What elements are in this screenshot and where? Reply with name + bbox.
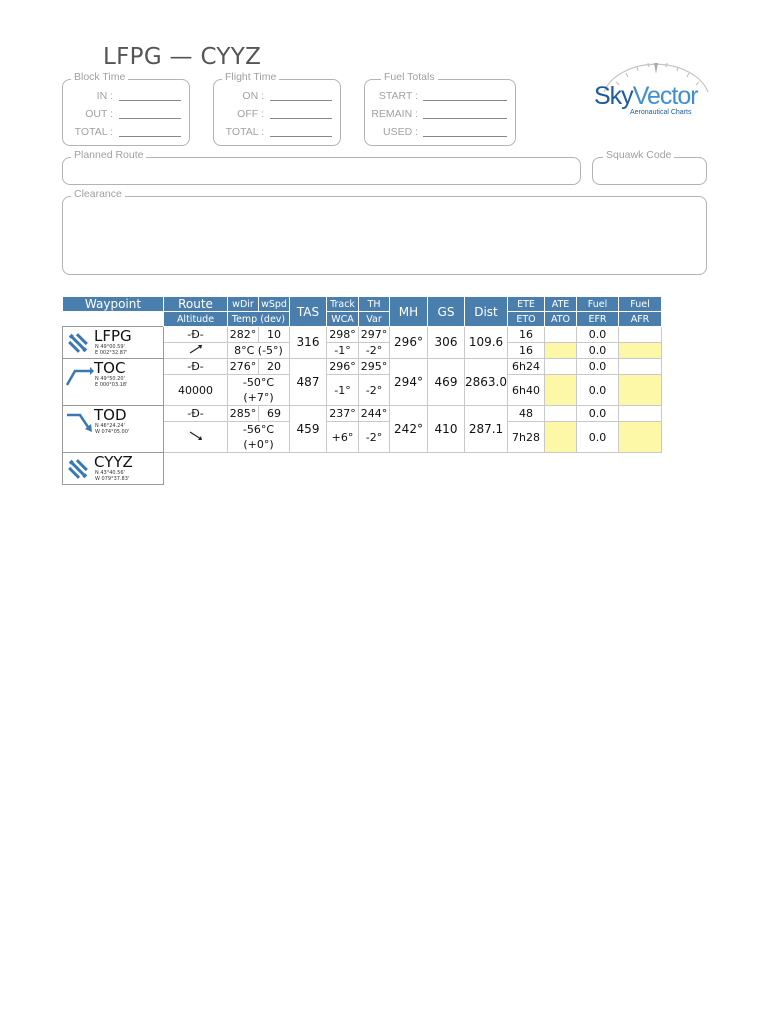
route-cell: -Ð-: [164, 406, 228, 422]
out-field[interactable]: [119, 108, 181, 119]
wspd-cell: 69: [259, 406, 290, 422]
waypoint-lat: N 46°24.24': [95, 423, 125, 429]
waypoint-cell: [63, 359, 164, 406]
altitude-cell: 40000: [164, 375, 228, 406]
table-row: [63, 453, 662, 485]
airport-icon: [66, 332, 90, 354]
afr-cell[interactable]: [619, 422, 662, 453]
wspd-cell: 10: [259, 327, 290, 343]
on-label: ON :: [242, 90, 264, 102]
start-field[interactable]: [423, 90, 507, 101]
waypoint-name: TOD: [94, 406, 127, 424]
waypoint-coords: [95, 376, 127, 388]
header-afr: AFR: [619, 312, 662, 327]
header-tas: TAS: [290, 297, 327, 327]
header-waypoint-sub: [63, 312, 164, 327]
clearance-box[interactable]: [62, 188, 707, 275]
waypoint-name: TOC: [94, 359, 126, 377]
efr-cell: 0.0: [577, 343, 619, 359]
wca-cell: +6°: [327, 422, 359, 453]
header-mh: MH: [390, 297, 428, 327]
off-label: OFF :: [237, 108, 264, 120]
waypoint-name: LFPG: [94, 327, 132, 345]
fuel-totals-legend: Fuel Totals: [381, 71, 438, 83]
waypoint-lon: E 000°03.18': [95, 382, 128, 388]
block-time-legend: Block Time: [71, 71, 128, 83]
remain-field[interactable]: [423, 108, 507, 119]
header-altitude: Altitude: [164, 312, 228, 327]
eto-cell: 7h28: [508, 422, 545, 453]
ate-cell[interactable]: [545, 327, 577, 343]
waypoint-lon: W 079°37.83': [95, 476, 130, 482]
header-waypoint: Waypoint: [63, 297, 164, 312]
flight-total-label: TOTAL :: [225, 126, 264, 138]
waypoint-lon: E 002°32.87': [95, 350, 128, 356]
dist-cell: 109.6: [465, 327, 508, 359]
afr-cell[interactable]: [619, 375, 662, 406]
header-gs: GS: [428, 297, 465, 327]
fuel-cell: 0.0: [577, 359, 619, 375]
logo-sky-text: Sky: [594, 82, 633, 110]
fuel-totals-box: [364, 71, 516, 146]
efr-cell: 0.0: [577, 422, 619, 453]
fuel-cell: 0.0: [577, 406, 619, 422]
ete-cell: 6h24: [508, 359, 545, 375]
skyvector-logo: [594, 56, 714, 122]
top-of-climb-icon: [66, 364, 90, 386]
navlog-table: [62, 296, 662, 485]
ato-cell[interactable]: [545, 422, 577, 453]
waypoint-cell: [63, 453, 164, 485]
used-field[interactable]: [423, 126, 507, 137]
clearance-legend: Clearance: [71, 188, 125, 200]
waypoint-cell: [63, 327, 164, 359]
descent-icon: [189, 431, 203, 444]
dist-cell: 2863.0: [465, 359, 508, 406]
header-eto: ETO: [508, 312, 545, 327]
efr-cell: 0.0: [577, 375, 619, 406]
track-cell: 298°: [327, 327, 359, 343]
wdir-cell: 276°: [228, 359, 259, 375]
mh-cell: 294°: [390, 359, 428, 406]
header-wspd: wSpd: [259, 297, 290, 312]
flight-total-field[interactable]: [270, 126, 332, 137]
gs-cell: 410: [428, 406, 465, 453]
in-label: IN :: [96, 90, 113, 102]
header-ato: ATO: [545, 312, 577, 327]
header-fuel-actual: Fuel: [619, 297, 662, 312]
fuel-actual-cell[interactable]: [619, 327, 662, 343]
planned-route-legend: Planned Route: [71, 149, 146, 161]
wca-cell: -1°: [327, 343, 359, 359]
fuel-actual-cell[interactable]: [619, 359, 662, 375]
wdir-cell: 285°: [228, 406, 259, 422]
header-track: Track: [327, 297, 359, 312]
waypoint-lon: W 074°05.00': [95, 429, 130, 435]
block-time-box: [62, 71, 190, 146]
header-ete: ETE: [508, 297, 545, 312]
climb-icon: [189, 344, 203, 357]
th-cell: 295°: [359, 359, 390, 375]
mh-cell: 296°: [390, 327, 428, 359]
ato-cell[interactable]: [545, 343, 577, 359]
th-cell: 297°: [359, 327, 390, 343]
logo-vector-text: Vector: [632, 82, 698, 110]
var-cell: -2°: [359, 422, 390, 453]
flight-time-box: [213, 71, 341, 146]
block-total-field[interactable]: [119, 126, 181, 137]
squawk-code-legend: Squawk Code: [603, 149, 674, 161]
waypoint-lat: N 43°40.56': [95, 470, 125, 476]
on-field[interactable]: [270, 90, 332, 101]
gs-cell: 469: [428, 359, 465, 406]
var-cell: -2°: [359, 375, 390, 406]
header-route: Route: [164, 297, 228, 312]
ete-cell: 48: [508, 406, 545, 422]
tas-cell: 487: [290, 359, 327, 406]
ate-cell[interactable]: [545, 406, 577, 422]
temp-cell: 8°C (-5°): [228, 343, 290, 359]
header-fuel: Fuel: [577, 297, 619, 312]
fuel-actual-cell[interactable]: [619, 406, 662, 422]
eto-cell: 16: [508, 343, 545, 359]
waypoint-coords: [95, 470, 129, 482]
track-cell: 237°: [327, 406, 359, 422]
waypoint-coords: [95, 344, 127, 356]
block-total-label: TOTAL :: [74, 126, 113, 138]
header-efr: EFR: [577, 312, 619, 327]
afr-cell[interactable]: [619, 343, 662, 359]
waypoint-coords: [95, 423, 129, 435]
planned-route-box[interactable]: [62, 149, 581, 185]
wca-cell: -1°: [327, 375, 359, 406]
squawk-code-box[interactable]: [592, 149, 707, 185]
waypoint-lat: N 49°00.59': [95, 344, 125, 350]
temp-cell: -50°C (+7°): [228, 375, 290, 406]
altitude-cell: [164, 343, 228, 359]
header-wca: WCA: [327, 312, 359, 327]
used-label: USED :: [382, 126, 418, 138]
remain-label: REMAIN :: [371, 108, 418, 120]
altitude-cell: [164, 422, 228, 453]
route-cell: -Ð-: [164, 359, 228, 375]
header-temp: Temp (dev): [228, 312, 290, 327]
header-ate: ATE: [545, 297, 577, 312]
ete-cell: 16: [508, 327, 545, 343]
flight-title: LFPG — CYYZ: [103, 44, 262, 70]
dist-cell: 287.1: [465, 406, 508, 453]
in-field[interactable]: [119, 90, 181, 101]
table-row: [63, 327, 662, 343]
th-cell: 244°: [359, 406, 390, 422]
table-row: [63, 359, 662, 375]
temp-cell: -56°C (+0°): [228, 422, 290, 453]
header-th: TH: [359, 297, 390, 312]
fuel-cell: 0.0: [577, 327, 619, 343]
waypoint-cell: [63, 406, 164, 453]
airport-icon: [66, 458, 90, 480]
top-of-descent-icon: [66, 411, 90, 433]
waypoint-lat: N 49°50.20': [95, 376, 125, 382]
ate-cell[interactable]: [545, 359, 577, 375]
track-cell: 296°: [327, 359, 359, 375]
tas-cell: 316: [290, 327, 327, 359]
tas-cell: 459: [290, 406, 327, 453]
off-field[interactable]: [270, 108, 332, 119]
header-wdir: wDir: [228, 297, 259, 312]
route-cell: -Ð-: [164, 327, 228, 343]
ato-cell[interactable]: [545, 375, 577, 406]
start-label: START :: [378, 90, 418, 102]
var-cell: -2°: [359, 343, 390, 359]
header-var: Var: [359, 312, 390, 327]
wspd-cell: 20: [259, 359, 290, 375]
gs-cell: 306: [428, 327, 465, 359]
mh-cell: 242°: [390, 406, 428, 453]
wdir-cell: 282°: [228, 327, 259, 343]
flight-time-legend: Flight Time: [222, 71, 279, 83]
out-label: OUT :: [85, 108, 113, 120]
header-dist: Dist: [465, 297, 508, 327]
table-row: [63, 406, 662, 422]
table-filler: [164, 453, 662, 485]
waypoint-name: CYYZ: [94, 453, 133, 471]
logo-tagline: Aeronautical Charts: [630, 109, 692, 116]
eto-cell: 6h40: [508, 375, 545, 406]
